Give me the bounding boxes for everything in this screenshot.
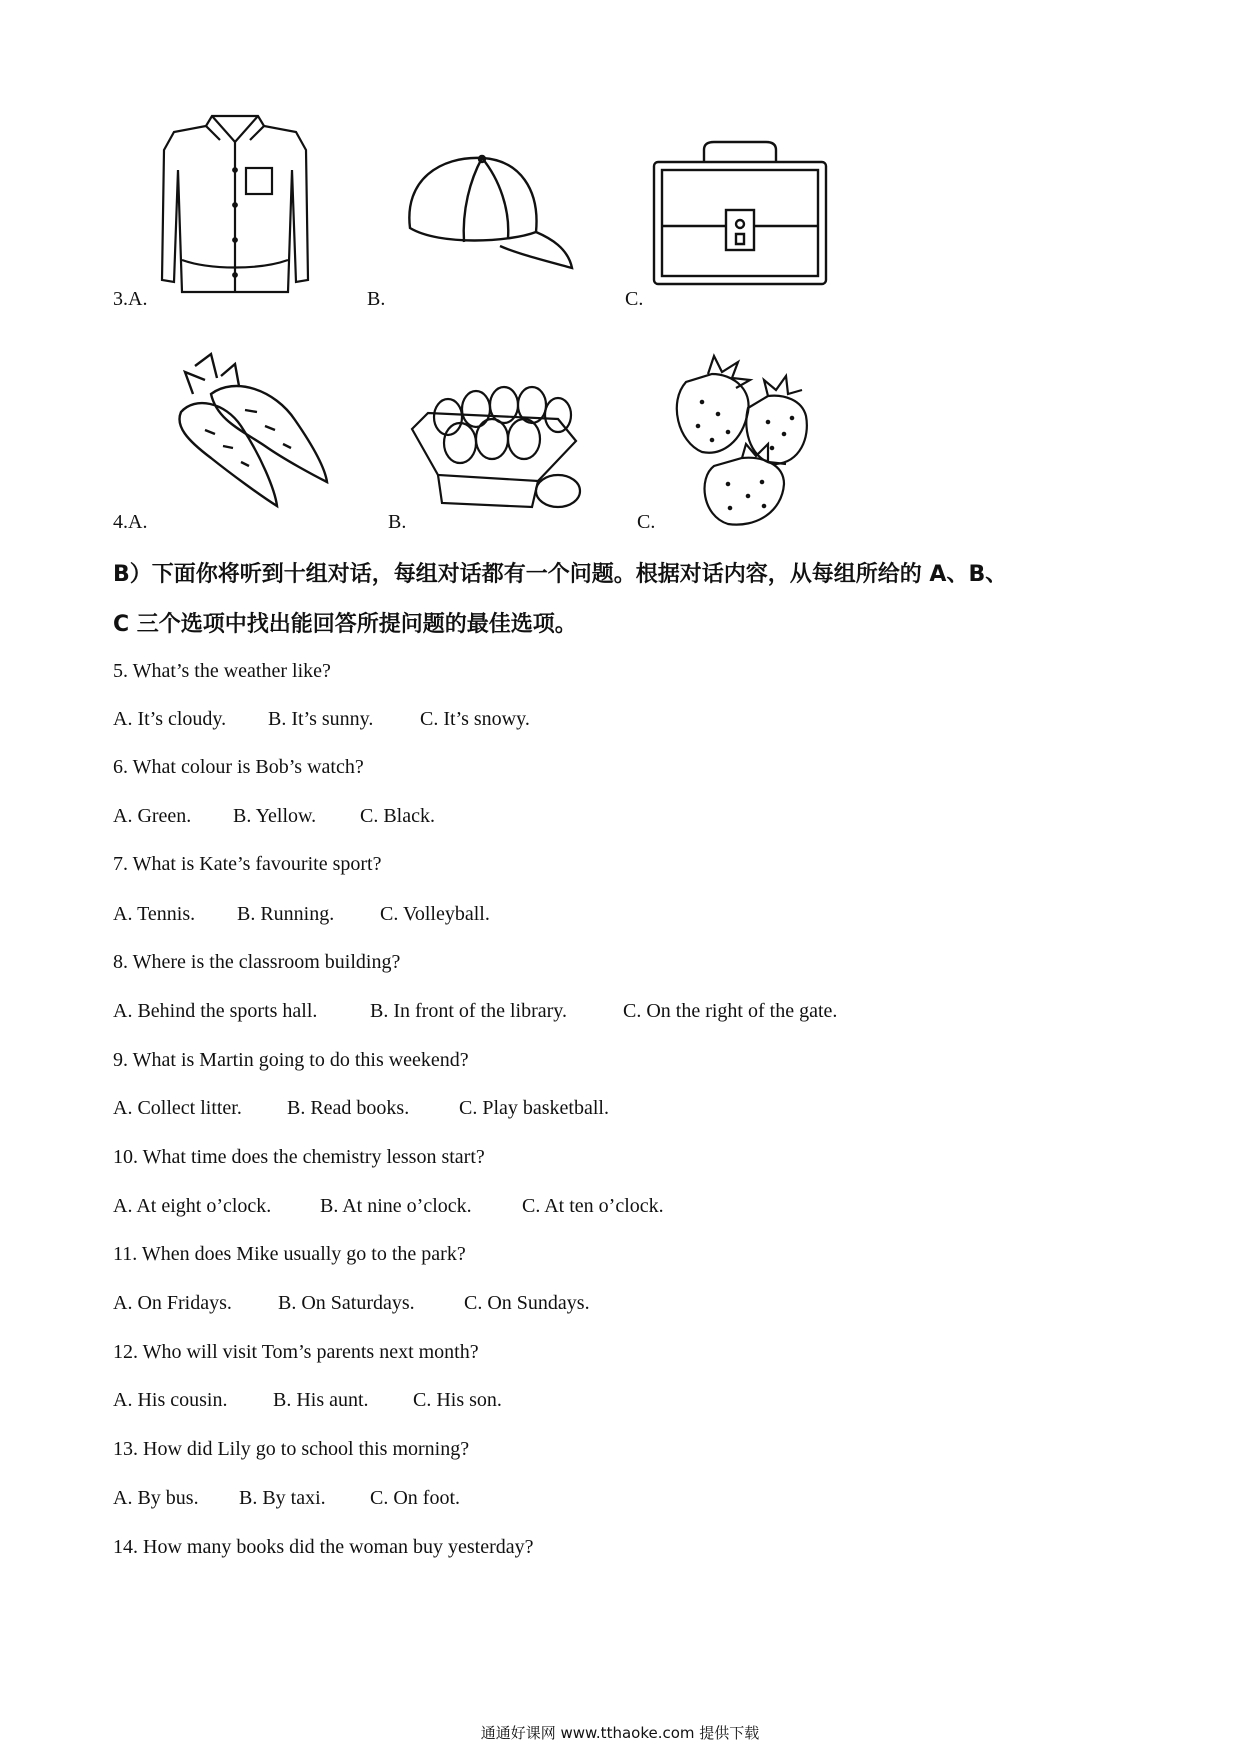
- carrots-picture: [165, 350, 335, 510]
- option-6c: C. Black.: [360, 805, 435, 827]
- strawberries-picture: [672, 352, 842, 528]
- question-13: 13. How did Lily go to school this morning?: [113, 1438, 470, 1460]
- question-9-options: [113, 1097, 609, 1120]
- option-11b: B. On Saturdays.: [278, 1292, 415, 1314]
- briefcase-picture: [650, 138, 830, 288]
- eggs-icon: [408, 385, 588, 510]
- option-13a: A. By bus.: [113, 1487, 199, 1509]
- option-8b: B. In front of the library.: [370, 1000, 567, 1022]
- cap-picture: [400, 150, 575, 275]
- eggs-picture: [408, 385, 588, 510]
- section-b-instructions: [113, 550, 1133, 650]
- option-label-4c: C.: [637, 511, 656, 533]
- question-7-options: [113, 903, 490, 926]
- option-7b: B. Running.: [237, 903, 335, 925]
- option-11a: A. On Fridays.: [113, 1292, 232, 1314]
- option-11c: C. On Sundays.: [464, 1292, 590, 1314]
- shirt-picture: [160, 110, 310, 300]
- option-5c: C. It’s snowy.: [420, 708, 530, 730]
- option-13b: B. By taxi.: [239, 1487, 326, 1509]
- option-12a: A. His cousin.: [113, 1389, 228, 1411]
- option-5a: A. It’s cloudy.: [113, 708, 227, 730]
- question-11-options: [113, 1292, 590, 1315]
- option-10a: A. At eight o’clock.: [113, 1195, 272, 1217]
- option-5b: B. It’s sunny.: [268, 708, 374, 730]
- option-10b: B. At nine o’clock.: [320, 1195, 472, 1217]
- shirt-icon: [160, 110, 310, 300]
- question-9: 9. What is Martin going to do this weekend?: [113, 1049, 469, 1071]
- cap-icon: [400, 150, 575, 275]
- option-label-4b: B.: [388, 511, 407, 533]
- option-label-4a: 4.A.: [113, 511, 148, 533]
- option-13c: C. On foot.: [370, 1487, 460, 1509]
- carrots-icon: [165, 350, 335, 510]
- option-9b: B. Read books.: [287, 1097, 410, 1119]
- option-8c: C. On the right of the gate.: [623, 1000, 838, 1022]
- option-9a: A. Collect litter.: [113, 1097, 242, 1119]
- question-10: 10. What time does the chemistry lesson start?: [113, 1146, 485, 1168]
- option-10c: C. At ten o’clock.: [522, 1195, 664, 1217]
- question-13-options: [113, 1487, 460, 1510]
- section-b-line-1: B）下面你将听到十组对话，每组对话都有一个问题。根据对话内容，从每组所给的 A、B、: [113, 562, 1008, 587]
- question-14: 14. How many books did the woman buy yesterday?: [113, 1536, 534, 1558]
- question-5: 5. What’s the weather like?: [113, 660, 331, 682]
- question-11: 11. When does Mike usually go to the park?: [113, 1243, 466, 1265]
- briefcase-icon: [650, 138, 830, 288]
- strawberries-icon: [672, 352, 842, 528]
- option-label-3b: B.: [367, 288, 386, 310]
- option-label-3c: C.: [625, 288, 644, 310]
- question-7: 7. What is Kate’s favourite sport?: [113, 853, 382, 875]
- question-8-options: [113, 1000, 837, 1023]
- option-8a: A. Behind the sports hall.: [113, 1000, 318, 1022]
- section-b-line-2: C 三个选项中找出能回答所提问题的最佳选项。: [113, 612, 577, 637]
- option-12b: B. His aunt.: [273, 1389, 369, 1411]
- option-9c: C. Play basketball.: [459, 1097, 609, 1119]
- option-label-3a: 3.A.: [113, 288, 148, 310]
- question-12: 12. Who will visit Tom’s parents next month?: [113, 1341, 479, 1363]
- option-7a: A. Tennis.: [113, 903, 196, 925]
- question-5-options: [113, 708, 530, 731]
- option-6a: A. Green.: [113, 805, 192, 827]
- option-6b: B. Yellow.: [233, 805, 317, 827]
- option-7c: C. Volleyball.: [380, 903, 490, 925]
- question-6: 6. What colour is Bob’s watch?: [113, 756, 364, 778]
- question-10-options: [113, 1195, 664, 1218]
- question-12-options: [113, 1389, 502, 1412]
- question-8: 8. Where is the classroom building?: [113, 951, 401, 973]
- footer-source: 通通好课网 www.tthaoke.com 提供下载: [480, 1724, 760, 1742]
- question-6-options: [113, 805, 435, 828]
- option-12c: C. His son.: [413, 1389, 502, 1411]
